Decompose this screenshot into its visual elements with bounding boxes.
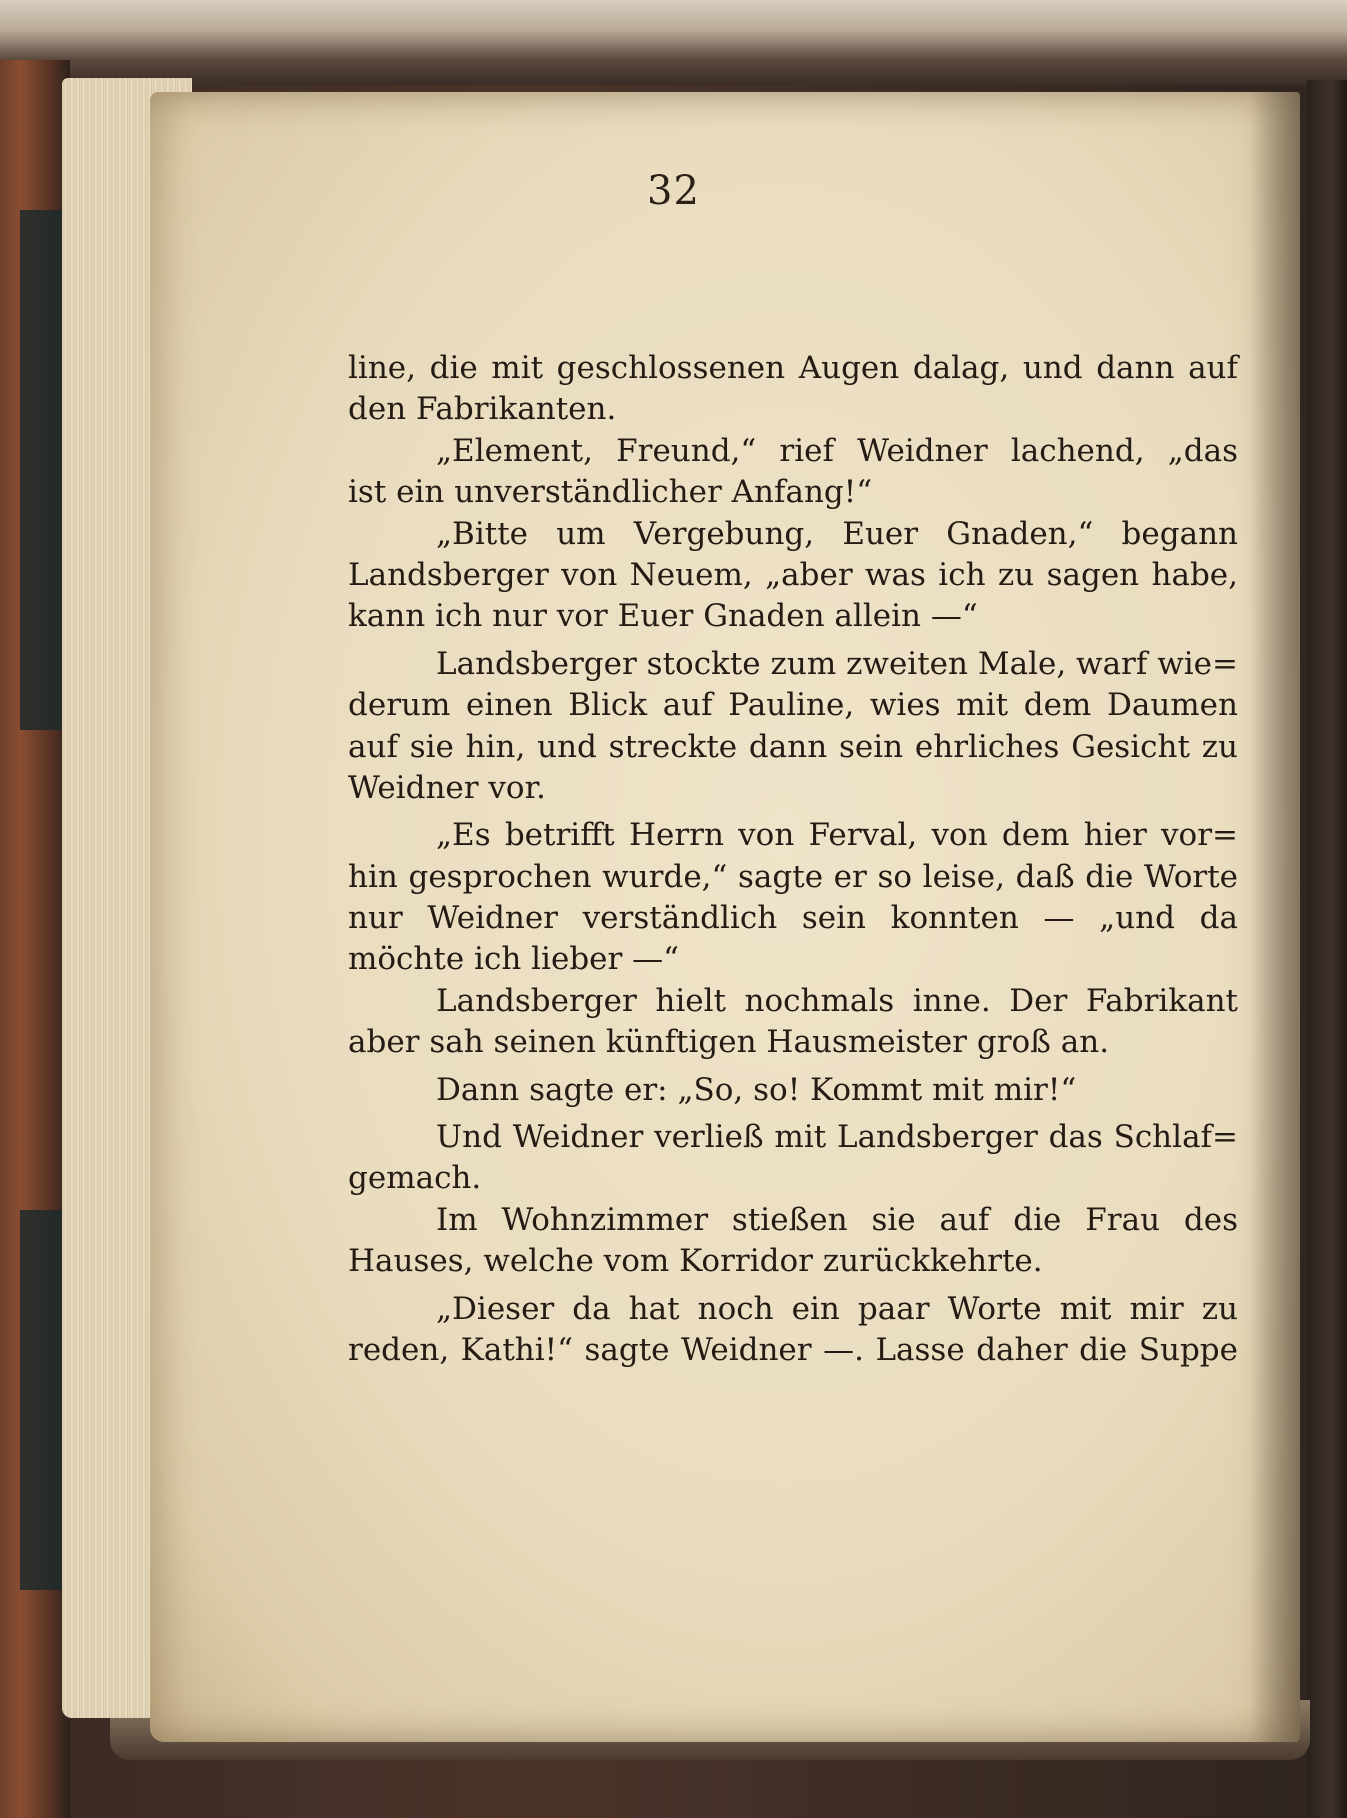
book-cover-top-edge (0, 0, 1347, 85)
text-line: gemach. (348, 1160, 482, 1197)
text-line: Im Wohnzimmer stießen sie auf die Frau des (436, 1201, 1238, 1238)
text-line: möchte ich lieber —“ (348, 941, 680, 978)
page-number: 32 (647, 168, 700, 214)
spine-band (20, 1210, 62, 1590)
text-line: Landsberger von Neuem, „aber was ich zu sagen habe, (348, 556, 1238, 593)
text-line: derum einen Blick auf Pauline, wies mit dem Daumen (348, 687, 1238, 724)
text-line: reden, Kathi!“ sagte Weidner —. Lasse daher die Suppe (348, 1331, 1238, 1368)
text-line: nur Weidner verständlich sein konnten — „und da (348, 900, 1238, 937)
gutter-shadow (1250, 92, 1300, 1742)
text-line: den Fabrikanten. (348, 391, 617, 428)
text-line: Hauses, welche vom Korridor zurückkehrte. (348, 1243, 1043, 1280)
text-line: „Element, Freund,“ rief Weidner lachend, „das (436, 432, 1238, 469)
text-line: „Es betrifft Herrn von Ferval, von dem hier vor= (436, 817, 1238, 854)
text-line: aber sah seinen künftigen Hausmeister groß an. (348, 1024, 1110, 1061)
text-line: Weidner vor. (348, 769, 546, 806)
text-line: „Bitte um Vergebung, Euer Gnaden,“ begann (436, 515, 1238, 552)
spine-band (20, 210, 62, 730)
text-line: hin gesprochen wurde,“ sagte er so leise, daß die Worte (348, 858, 1238, 895)
text-line: ist ein unverständlicher Anfang!“ (348, 474, 873, 511)
text-line: kann ich nur vor Euer Gnaden allein —“ (348, 598, 978, 635)
text-line: line, die mit geschlossenen Augen dalag, und dann auf (348, 350, 1238, 386)
body-text (348, 348, 1238, 1371)
text-line: „Dieser da hat noch ein paar Worte mit mir zu (436, 1290, 1238, 1327)
text-line: Dann sagte er: „So, so! Kommt mit mir!“ (436, 1071, 1077, 1108)
book-board-right (1307, 80, 1347, 1818)
text-line: Und Weidner verließ mit Landsberger das Schlaf= (436, 1119, 1238, 1156)
text-line: Landsberger hielt nochmals inne. Der Fabrikant (436, 982, 1238, 1019)
text-line: auf sie hin, und streckte dann sein ehrliches Gesicht zu (348, 728, 1238, 765)
book-spine (0, 60, 70, 1818)
text-line: Landsberger stockte zum zweiten Male, warf wie= (436, 645, 1238, 682)
